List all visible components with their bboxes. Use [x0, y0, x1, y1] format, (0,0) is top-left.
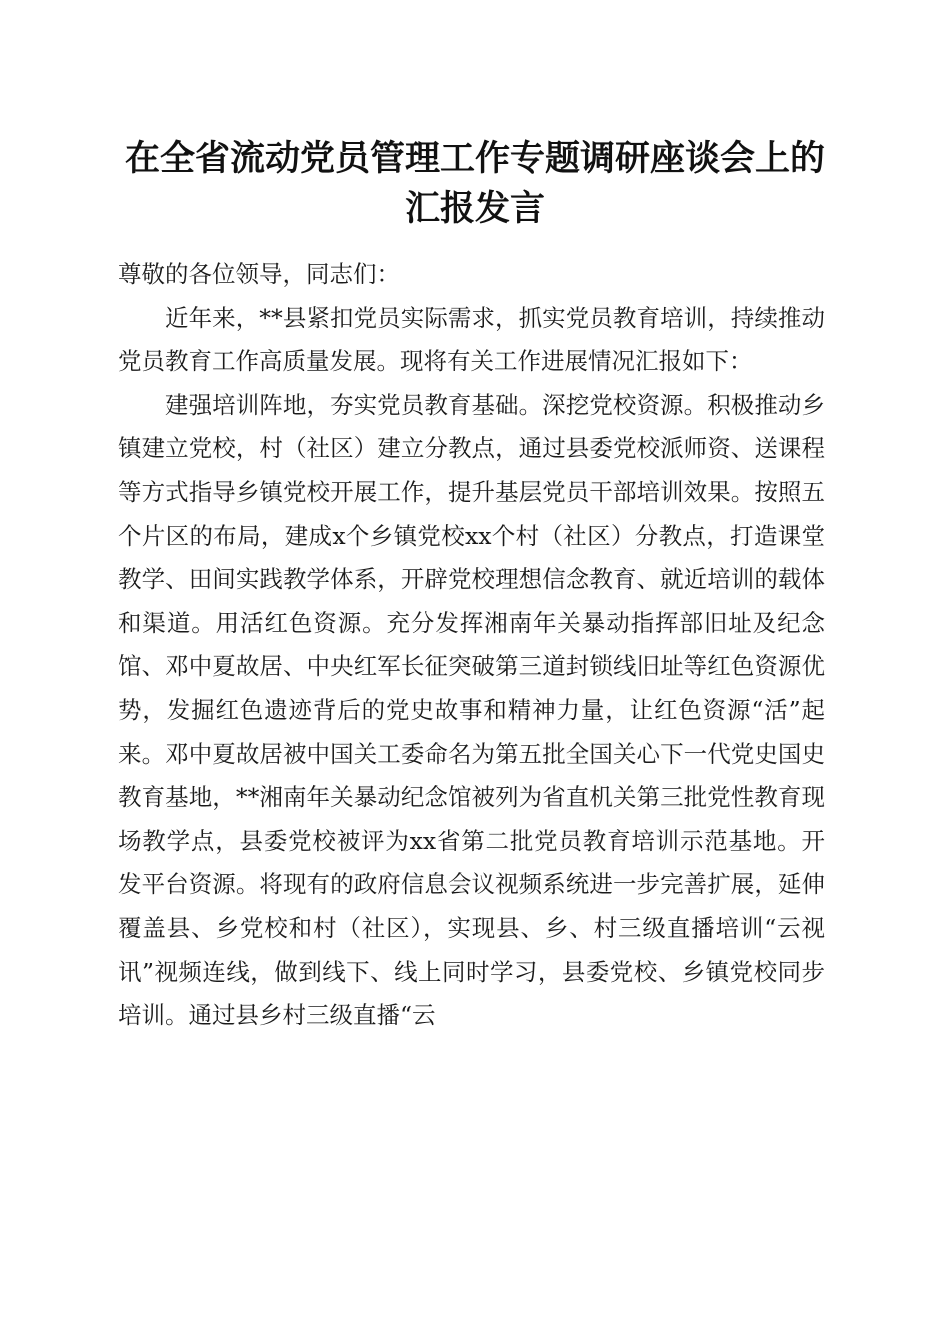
title-line-2: 汇报发言	[404, 188, 545, 229]
paragraph-intro: 近年来，**县紧扣党员实际需求，抓实党员教育培训，持续推动党员教育工作高质量发展。现将有关工作进展情况汇报如下：	[118, 303, 825, 376]
paragraph-training-base: 建强培训阵地，夯实党员教育基础。深挖党校资源。积极推动乡镇建立党校，村（社区）建立分教点，通过县委党校派师资、送课程等方式指导乡镇党校开展工作，提升基层党员干部培训效果。按照五个片区的布局，建成x个乡镇党校xx个村（社区）分教点，打造课堂教学、田间实践教学体系，开辟党校理想信念教育、就近培训的载体和渠道。用活红色资源。充分发挥湘南年关暴动指挥部旧址及纪念馆、邓中夏故居、中央红军长征突破第三道封锁线旧址等红色资源优势，发掘红色遗迹背后的党史故事和精神力量，让红色资源“活”起来。邓中夏故居被中国关工委命名为第五批全国关心下一代党史国史教育基地，**湘南年关暴动纪念馆被列为省直机关第三批党性教育现场教学点，县委党校被评为xx省第二批党员教育培训示范基地。开发平台资源。将现有的政府信息会议视频系统进一步完善扩展，延伸覆盖县、乡党校和村（社区），实现县、乡、村三级直播培训“云视讯”视频连线，做到线下、线上同时学习，县委党校、乡镇党校同步培训。通过县乡村三级直播“云	[118, 390, 825, 1030]
title-line-1: 在全省流动党员管理工作专题调研座谈会上的	[124, 138, 825, 179]
salutation: 尊敬的各位领导，同志们：	[118, 260, 400, 288]
document-title	[100, 134, 850, 234]
document-body	[118, 253, 825, 1038]
